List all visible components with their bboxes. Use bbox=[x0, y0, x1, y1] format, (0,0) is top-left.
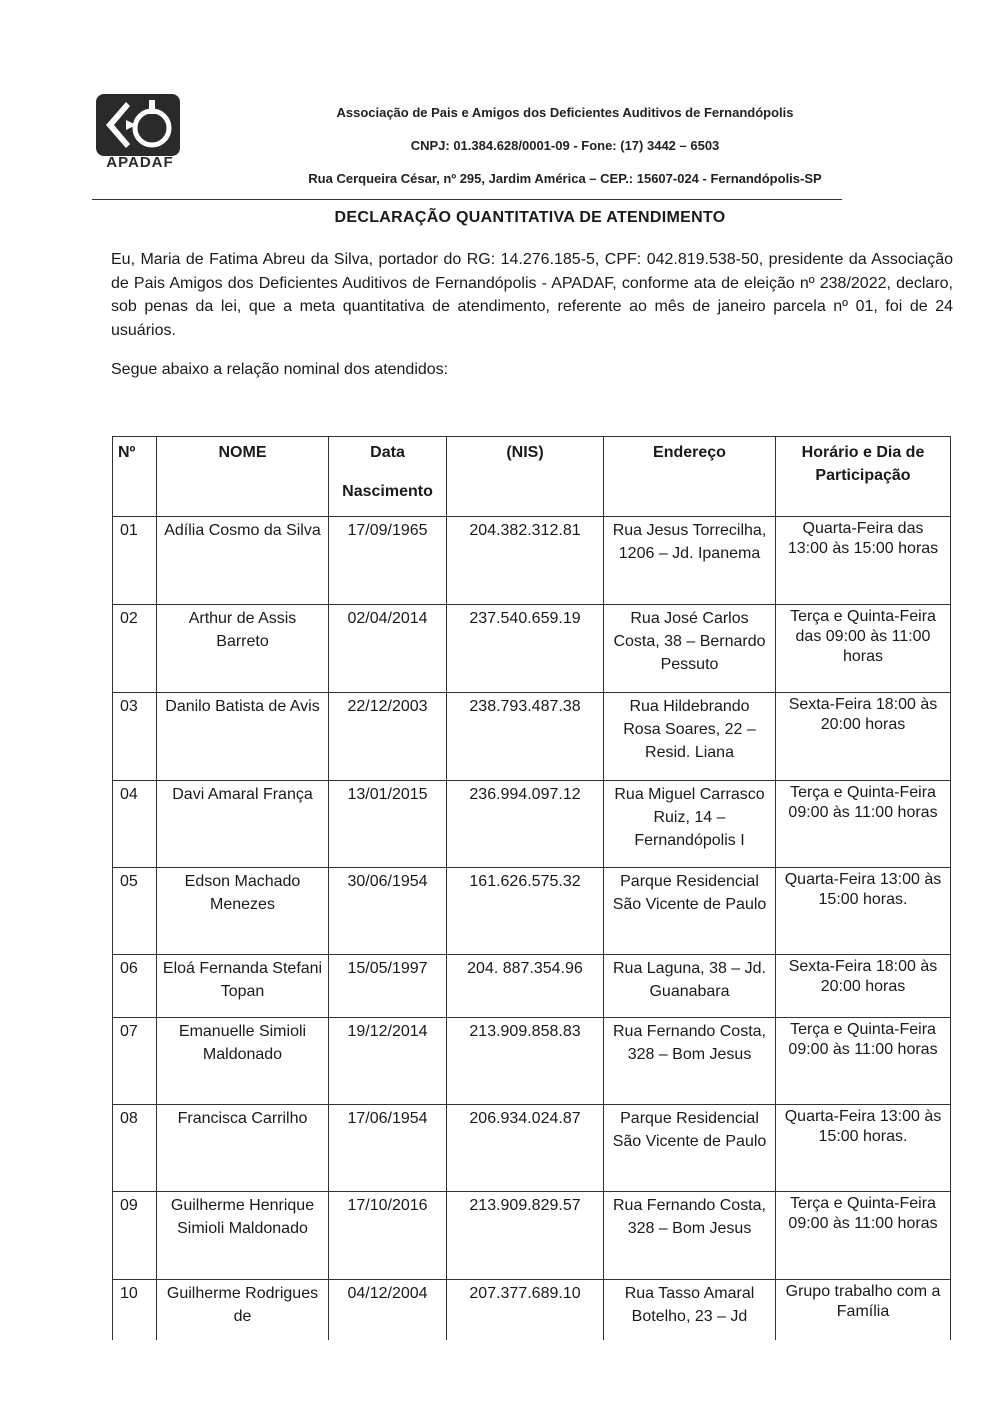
declaration-paragraph: Eu, Maria de Fatima Abreu da Silva, portador do RG: 14.276.185-5, CPF: 042.819.538-50, presidente da Associação de Pais Amigos dos Deficientes Auditivos de Fernandópolis - APADAF, conforme ata de eleição nº 238/2022, declaro, sob penas da lei, que a meta quantitativa de atendimento, referente ao mês de janeiro parcela nº 01, foi de 24 usuários. bbox=[111, 251, 953, 339]
cell-num: 02 bbox=[113, 605, 157, 693]
apadaf-logo bbox=[94, 94, 186, 176]
header-birth-line1: Data bbox=[370, 444, 405, 461]
cell-address: Rua Hildebrando Rosa Soares, 22 – Resid. Liana bbox=[604, 693, 776, 781]
table-row bbox=[113, 1105, 951, 1192]
cell-nis: 161.626.575.32 bbox=[447, 868, 604, 955]
cell-schedule: Terça e Quinta-Feira das 09:00 às 11:00 horas bbox=[776, 605, 951, 693]
cell-name: Eloá Fernanda Stefani Topan bbox=[157, 955, 329, 1018]
cell-name: Adília Cosmo da Silva bbox=[157, 517, 329, 605]
header-nis: (NIS) bbox=[447, 437, 604, 517]
cell-birth: 30/06/1954 bbox=[329, 868, 447, 955]
cell-nis: 237.540.659.19 bbox=[447, 605, 604, 693]
document-title: DECLARAÇÃO QUANTITATIVA DE ATENDIMENTO bbox=[334, 209, 726, 226]
cell-num: 04 bbox=[113, 781, 157, 868]
cell-num: 07 bbox=[113, 1018, 157, 1105]
cell-address: Rua Fernando Costa, 328 – Bom Jesus bbox=[604, 1018, 776, 1105]
cell-schedule: Terça e Quinta-Feira 09:00 às 11:00 horas bbox=[776, 781, 951, 868]
header-birth bbox=[329, 437, 447, 517]
cell-num: 05 bbox=[113, 868, 157, 955]
cell-name: Francisca Carrilho bbox=[157, 1105, 329, 1192]
header-name: NOME bbox=[157, 437, 329, 517]
cell-schedule: Terça e Quinta-Feira 09:00 às 11:00 horas bbox=[776, 1018, 951, 1105]
table-row bbox=[113, 868, 951, 955]
cell-nis: 236.994.097.12 bbox=[447, 781, 604, 868]
cell-birth: 15/05/1997 bbox=[329, 955, 447, 1018]
logo-emblem bbox=[96, 94, 180, 156]
cell-schedule: Terça e Quinta-Feira 09:00 às 11:00 horas bbox=[776, 1192, 951, 1280]
cell-name: Emanuelle Simioli Maldonado bbox=[157, 1018, 329, 1105]
cell-birth: 13/01/2015 bbox=[329, 781, 447, 868]
cell-birth: 19/12/2014 bbox=[329, 1018, 447, 1105]
cell-num: 09 bbox=[113, 1192, 157, 1280]
table-header-row bbox=[113, 437, 951, 517]
cell-name: Guilherme Henrique Simioli Maldonado bbox=[157, 1192, 329, 1280]
table-row bbox=[113, 781, 951, 868]
table-row bbox=[113, 693, 951, 781]
cell-address: Rua José Carlos Costa, 38 – Bernardo Pessuto bbox=[604, 605, 776, 693]
table-row bbox=[113, 517, 951, 605]
cell-schedule: Grupo trabalho com a Família bbox=[776, 1280, 951, 1340]
cell-nis: 213.909.829.57 bbox=[447, 1192, 604, 1280]
cell-nis: 238.793.487.38 bbox=[447, 693, 604, 781]
cell-num: 06 bbox=[113, 955, 157, 1018]
cell-name: Arthur de Assis Barreto bbox=[157, 605, 329, 693]
cell-nis: 204. 887.354.96 bbox=[447, 955, 604, 1018]
cell-birth: 17/09/1965 bbox=[329, 517, 447, 605]
cnpj-line: CNPJ: 01.384.628/0001-09 - Fone: (17) 3442 – 6503 bbox=[410, 138, 720, 153]
cell-address: Rua Jesus Torrecilha, 1206 – Jd. Ipanema bbox=[604, 517, 776, 605]
cell-nis: 213.909.858.83 bbox=[447, 1018, 604, 1105]
cell-name: Guilherme Rodrigues de bbox=[157, 1280, 329, 1340]
cell-name: Danilo Batista de Avis bbox=[157, 693, 329, 781]
cell-schedule: Quarta-Feira das 13:00 às 15:00 horas bbox=[776, 517, 951, 605]
cell-address: Parque Residencial São Vicente de Paulo bbox=[604, 1105, 776, 1192]
cell-num: 10 bbox=[113, 1280, 157, 1340]
cell-birth: 17/06/1954 bbox=[329, 1105, 447, 1192]
cell-address: Rua Fernando Costa, 328 – Bom Jesus bbox=[604, 1192, 776, 1280]
cell-schedule: Sexta-Feira 18:00 às 20:00 horas bbox=[776, 693, 951, 781]
logo-text: APADAF bbox=[106, 154, 174, 171]
header-birth-line2: Nascimento bbox=[342, 483, 433, 500]
cell-birth: 17/10/2016 bbox=[329, 1192, 447, 1280]
cell-schedule: Quarta-Feira 13:00 às 15:00 horas. bbox=[776, 1105, 951, 1192]
table-row bbox=[113, 1192, 951, 1280]
cell-name: Davi Amaral França bbox=[157, 781, 329, 868]
cell-nis: 204.382.312.81 bbox=[447, 517, 604, 605]
ear-symbol-icon bbox=[96, 94, 180, 156]
address-line: Rua Cerqueira César, nº 295, Jardim América – CEP.: 15607-024 - Fernandópolis-SP bbox=[308, 171, 822, 186]
cell-address: Rua Laguna, 38 – Jd. Guanabara bbox=[604, 955, 776, 1018]
cell-nis: 206.934.024.87 bbox=[447, 1105, 604, 1192]
cell-address: Rua Miguel Carrasco Ruiz, 14 – Fernandópolis I bbox=[604, 781, 776, 868]
cell-num: 08 bbox=[113, 1105, 157, 1192]
list-intro: Segue abaixo a relação nominal dos atendidos: bbox=[111, 361, 449, 378]
cell-nis: 207.377.689.10 bbox=[447, 1280, 604, 1340]
table-row bbox=[113, 1018, 951, 1105]
cell-address: Parque Residencial São Vicente de Paulo bbox=[604, 868, 776, 955]
table-row bbox=[113, 605, 951, 693]
cell-name: Edson Machado Menezes bbox=[157, 868, 329, 955]
table-row bbox=[113, 955, 951, 1018]
header-divider bbox=[92, 199, 842, 200]
cell-num: 03 bbox=[113, 693, 157, 781]
cell-schedule: Sexta-Feira 18:00 às 20:00 horas bbox=[776, 955, 951, 1018]
cell-num: 01 bbox=[113, 517, 157, 605]
header-num: Nº bbox=[113, 437, 157, 517]
header-schedule: Horário e Dia de Participação bbox=[776, 437, 951, 517]
cell-schedule: Quarta-Feira 13:00 às 15:00 horas. bbox=[776, 868, 951, 955]
header-address: Endereço bbox=[604, 437, 776, 517]
cell-birth: 04/12/2004 bbox=[329, 1280, 447, 1340]
attendees-table bbox=[112, 436, 951, 1340]
org-name: Associação de Pais e Amigos dos Deficientes Auditivos de Fernandópolis bbox=[336, 105, 794, 120]
table-row bbox=[113, 1280, 951, 1340]
cell-address: Rua Tasso Amaral Botelho, 23 – Jd bbox=[604, 1280, 776, 1340]
cell-birth: 02/04/2014 bbox=[329, 605, 447, 693]
cell-birth: 22/12/2003 bbox=[329, 693, 447, 781]
